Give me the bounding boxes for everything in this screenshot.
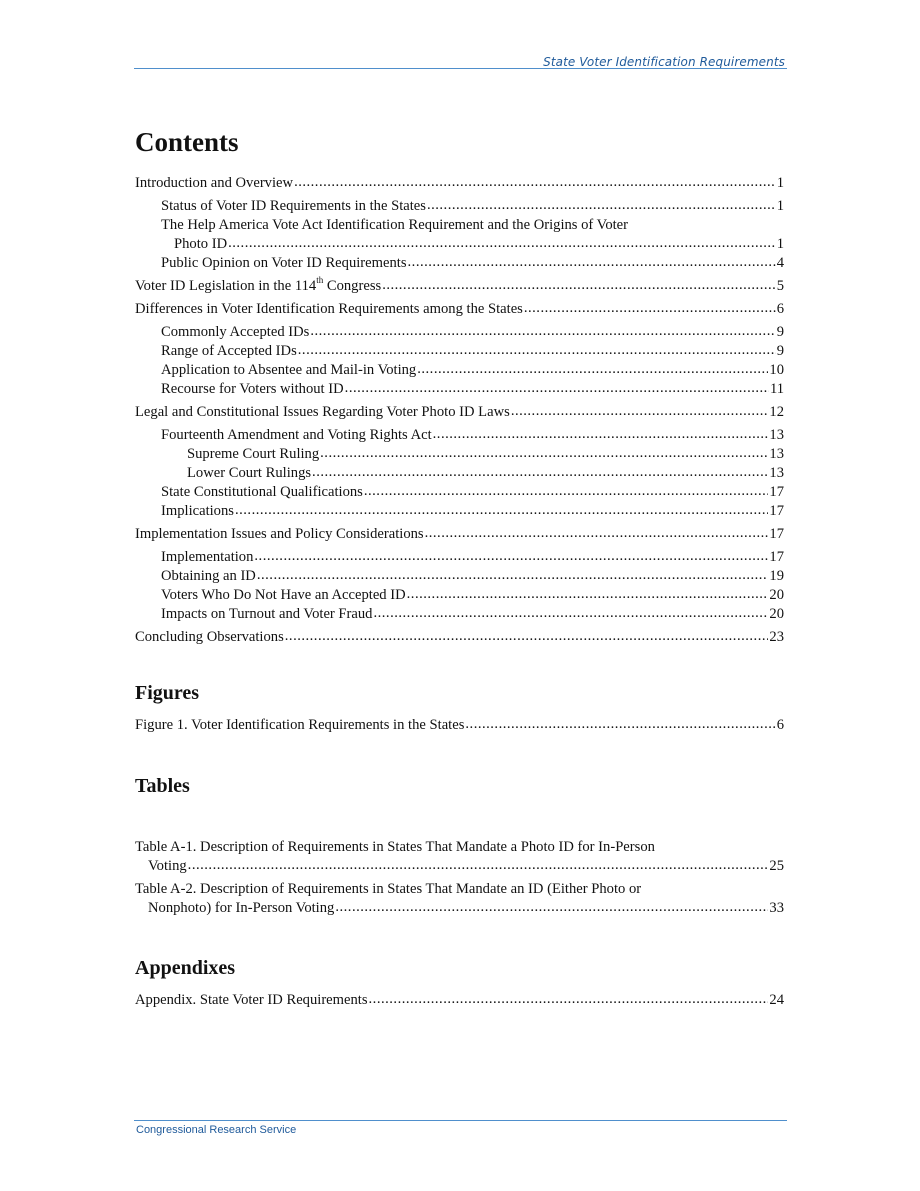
toc-entry[interactable]: Application to Absentee and Mail-in Voting ..... 10 bbox=[135, 361, 784, 380]
appendixes-heading: Appendixes bbox=[135, 957, 236, 979]
toc-entry[interactable]: Fourteenth Amendment and Voting Rights Act ..... 13 bbox=[135, 426, 784, 445]
contents-heading: Contents bbox=[135, 127, 239, 157]
toc-entry[interactable]: Public Opinion on Voter ID Requirements ..... 4 bbox=[135, 254, 784, 273]
toc-entry[interactable]: Figure 1. Voter Identification Requirements in the States ..... 6 bbox=[135, 716, 784, 735]
figures-heading: Figures bbox=[135, 682, 200, 704]
toc-entry[interactable]: Lower Court Rulings ..... 13 bbox=[135, 464, 784, 483]
toc-entry-multiline[interactable]: Table A-2. Description of Requirements in States That Mandate an ID (Either Photo or Nonphoto) for In-Person Voting ..... 33 bbox=[135, 880, 784, 918]
contents-list bbox=[135, 174, 784, 647]
toc-entry[interactable]: Impacts on Turnout and Voter Fraud ..... 20 bbox=[135, 605, 784, 624]
tables-heading: Tables bbox=[135, 775, 190, 797]
toc-entry[interactable]: Legal and Constitutional Issues Regarding Voter Photo ID Laws ..... 12 bbox=[135, 403, 784, 422]
running-header: State Voter Identification Requirements bbox=[543, 55, 785, 69]
toc-entry[interactable]: Commonly Accepted IDs ..... 9 bbox=[135, 323, 784, 342]
toc-entry[interactable]: Implementation Issues and Policy Considerations ..... 17 bbox=[135, 525, 784, 544]
toc-entry[interactable]: Range of Accepted IDs ..... 9 bbox=[135, 342, 784, 361]
toc-entry-multiline[interactable]: Table A-1. Description of Requirements in States That Mandate a Photo ID for In-Person Voting ..... 25 bbox=[135, 838, 784, 876]
toc-entry[interactable]: Voters Who Do Not Have an Accepted ID ..... 20 bbox=[135, 586, 784, 605]
tables-list bbox=[135, 838, 784, 918]
toc-entry[interactable]: State Constitutional Qualifications ..... 17 bbox=[135, 483, 784, 502]
footer-org-name: Congressional Research Service bbox=[136, 1124, 297, 1136]
toc-entry[interactable]: Obtaining an ID ..... 19 bbox=[135, 567, 784, 586]
footer-rule bbox=[134, 1120, 787, 1121]
toc-entry[interactable]: Status of Voter ID Requirements in the States ..... 1 bbox=[135, 197, 784, 216]
appendixes-list bbox=[135, 991, 784, 1010]
toc-entry[interactable]: Differences in Voter Identification Requirements among the States ..... 6 bbox=[135, 300, 784, 319]
toc-entry[interactable]: Concluding Observations ..... 23 bbox=[135, 628, 784, 647]
toc-entry[interactable]: Supreme Court Ruling ..... 13 bbox=[135, 445, 784, 464]
toc-entry[interactable]: Recourse for Voters without ID ..... 11 bbox=[135, 380, 784, 399]
toc-entry[interactable]: Introduction and Overview ..... 1 bbox=[135, 174, 784, 193]
toc-entry-multiline[interactable]: The Help America Vote Act Identification Requirement and the Origins of Voter Photo ID ..... 1 bbox=[135, 216, 784, 254]
figures-list bbox=[135, 716, 784, 735]
toc-entry[interactable]: Implementation ..... 17 bbox=[135, 548, 784, 567]
toc-entry[interactable]: Voter ID Legislation in the 114th Congress ..... 5 bbox=[135, 277, 784, 296]
toc-entry[interactable]: Implications ..... 17 bbox=[135, 502, 784, 521]
header-rule bbox=[134, 68, 787, 69]
toc-entry[interactable]: Appendix. State Voter ID Requirements ..... 24 bbox=[135, 991, 784, 1010]
